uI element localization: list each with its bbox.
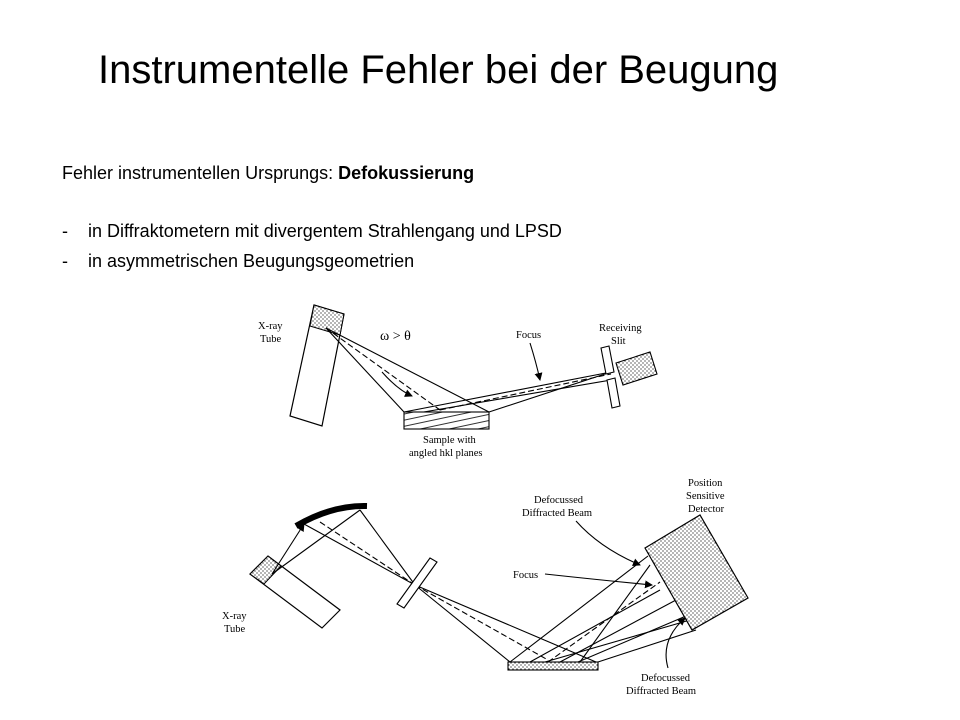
diffracted-beam-top [404,372,611,414]
sample-label-1: Sample with [423,435,476,446]
tube-label-bottom-2: Tube [224,624,246,635]
slide-title: Instrumentelle Fehler bei der Beugung [98,48,779,92]
detector-label-3: Detector [688,504,725,515]
sample-label-2: angled hkl planes [409,448,483,459]
slit-bottom [397,558,437,608]
intro-bold: Defokussierung [338,163,475,183]
omega-label: ω > θ [380,329,411,344]
defocus-bottom-arrow [666,618,685,668]
incident-beam-bottom [272,510,596,662]
defocus-top-label-1: Defocussed [534,495,583,506]
bottom-diagram [222,478,748,697]
sample-bottom [508,662,598,670]
bullet-text: in Diffraktometern mit divergentem Strahlengang und LPSD [88,221,562,241]
position-sensitive-detector [645,515,748,630]
defocus-bottom-label-1: Defocussed [641,673,690,684]
detector-top [616,352,657,385]
mirror-bottom [296,506,367,526]
focus-arrow-top [530,343,540,380]
xray-tube-bottom [250,556,340,628]
bullet-dash: - [62,251,68,271]
focus-label-bottom: Focus [513,570,539,581]
defocus-top-label-2: Diffracted Beam [522,508,593,519]
intro-text: Fehler instrumentellen Ursprungs: [62,163,339,183]
xray-tube-top [290,305,344,426]
focus-arrow-bottom [545,574,652,585]
bullet-dash: - [62,221,68,241]
receiving-slit [601,346,620,408]
tube-label-top-1: X-ray [258,321,283,332]
detector-label-1: Position [688,478,723,489]
slit-label-1: Receiving [599,323,642,334]
detector-label-2: Sensitive [686,491,725,502]
defocus-top-arrow [576,521,640,565]
sample-top [404,412,489,429]
focus-label-top: Focus [516,330,542,341]
tube-label-bottom-1: X-ray [222,611,247,622]
top-diagram [258,305,657,459]
bullet-text: in asymmetrischen Beugungsgeometrien [88,251,415,271]
defocus-bottom-label-2: Diffracted Beam [626,686,697,697]
slit-label-2: Slit [611,336,626,347]
tube-label-top-2: Tube [260,334,282,345]
